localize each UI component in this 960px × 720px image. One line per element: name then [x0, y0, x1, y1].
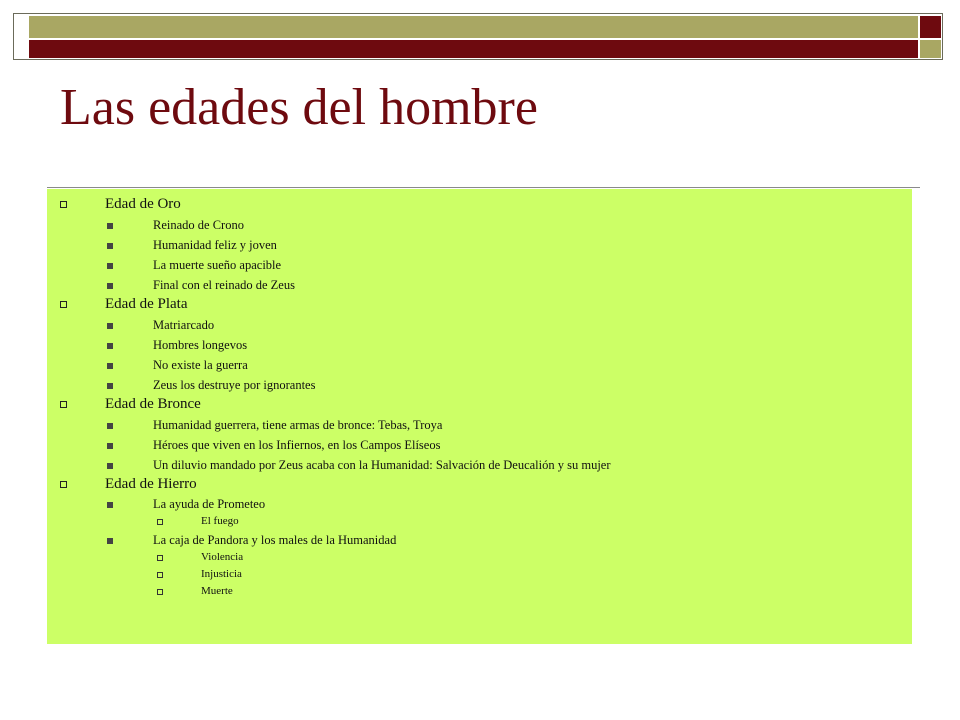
age-label: Edad de Oro	[105, 196, 181, 212]
list-item: Héroes que viven en los Infiernos, en los Campos Elíseos	[153, 438, 441, 452]
list-item: Reinado de Crono	[153, 218, 244, 232]
age-label: Edad de Hierro	[105, 476, 197, 492]
age-label: Edad de Plata	[105, 296, 188, 312]
hollow-square-bullet-icon	[157, 589, 163, 595]
square-bullet-icon	[107, 463, 113, 469]
square-bullet-icon	[107, 243, 113, 249]
square-bullet-icon	[107, 538, 113, 544]
sub-list-item: Violencia	[201, 551, 244, 563]
corner-maroon-square	[920, 16, 941, 38]
square-bullet-icon	[107, 323, 113, 329]
square-bullet-icon	[107, 283, 113, 289]
hollow-square-bullet-icon	[60, 301, 67, 308]
square-bullet-icon	[107, 502, 113, 508]
sub-list-item: Muerte	[201, 585, 233, 597]
hollow-square-bullet-icon	[157, 519, 163, 525]
square-bullet-icon	[107, 443, 113, 449]
list-item: Humanidad guerrera, tiene armas de bronce: Tebas, Troya	[153, 418, 443, 432]
square-bullet-icon	[107, 383, 113, 389]
list-item: La muerte sueño apacible	[153, 258, 282, 272]
top-band-olive-stripe	[29, 16, 918, 38]
square-bullet-icon	[107, 363, 113, 369]
hollow-square-bullet-icon	[60, 401, 67, 408]
list-item: Matriarcado	[153, 318, 215, 332]
hollow-square-bullet-icon	[60, 481, 67, 488]
square-bullet-icon	[107, 343, 113, 349]
title-divider	[47, 187, 920, 188]
list-item: No existe la guerra	[153, 358, 248, 372]
hollow-square-bullet-icon	[157, 572, 163, 578]
square-bullet-icon	[107, 223, 113, 229]
content-box	[47, 189, 912, 644]
list-item: Final con el reinado de Zeus	[153, 278, 295, 292]
slide-title: Las edades del hombre	[60, 79, 538, 136]
bullet-list	[47, 189, 912, 644]
sub-list-item: El fuego	[201, 515, 239, 527]
list-item: Hombres longevos	[153, 338, 248, 352]
square-bullet-icon	[107, 423, 113, 429]
hollow-square-bullet-icon	[60, 201, 67, 208]
corner-olive-square	[920, 40, 941, 58]
list-item: Humanidad feliz y joven	[153, 238, 277, 252]
list-item: La caja de Pandora y los males de la Humanidad	[153, 533, 397, 547]
age-label: Edad de Bronce	[105, 396, 201, 412]
list-item: Un diluvio mandado por Zeus acaba con la Humanidad: Salvación de Deucalión y su mujer	[153, 458, 611, 472]
list-item: La ayuda de Prometeo	[153, 497, 266, 511]
top-band-maroon-stripe	[29, 40, 918, 58]
square-bullet-icon	[107, 263, 113, 269]
hollow-square-bullet-icon	[157, 555, 163, 561]
list-item: Zeus los destruye por ignorantes	[153, 378, 316, 392]
sub-list-item: Injusticia	[201, 568, 242, 580]
